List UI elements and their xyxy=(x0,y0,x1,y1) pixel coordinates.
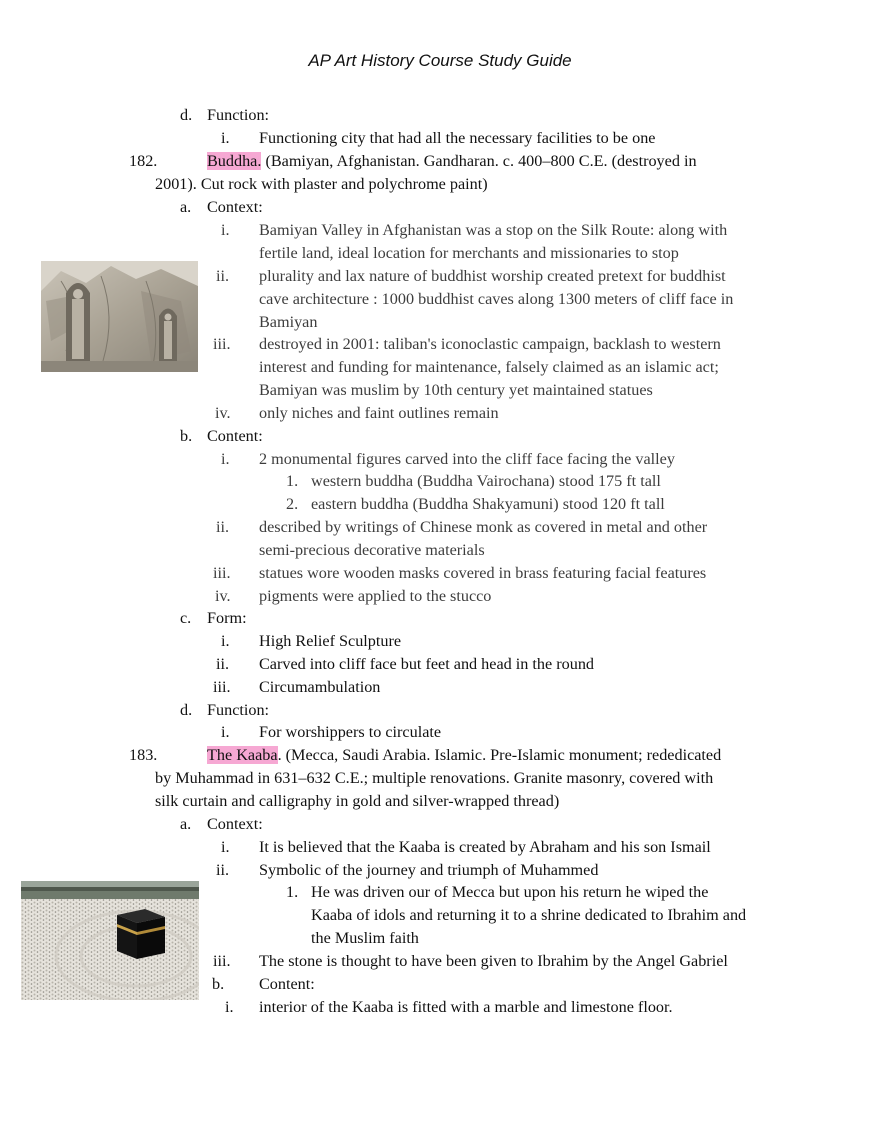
text: the Muslim faith xyxy=(311,929,419,947)
line-content-label xyxy=(180,426,263,446)
line-kaaba-content-label xyxy=(212,974,315,994)
list-marker: i. xyxy=(225,998,234,1016)
text: western buddha (Buddha Vairochana) stood 175 ft tall xyxy=(311,472,661,490)
list-marker: i. xyxy=(221,129,230,147)
kaaba-image xyxy=(21,881,199,1000)
list-marker: b. xyxy=(212,975,225,993)
text: cave architecture : 1000 buddhist caves along 1300 meters of cliff face in xyxy=(259,290,734,308)
text: Context: xyxy=(207,815,263,833)
line-kaaba-content-i xyxy=(225,997,673,1017)
text: plurality and lax nature of buddhist worship created pretext for buddhist xyxy=(259,267,726,285)
line-context-iii xyxy=(213,334,721,354)
line-entry-183 xyxy=(129,745,721,765)
list-marker: d. xyxy=(180,701,193,719)
line-form-iii xyxy=(213,677,380,697)
text: Circumambulation xyxy=(259,678,381,696)
line-context-iv xyxy=(215,403,499,423)
line-form-i xyxy=(221,631,401,651)
line-entry-183-cont1 xyxy=(155,768,713,788)
list-marker: iv. xyxy=(215,587,231,605)
list-marker: ii. xyxy=(216,655,230,673)
list-marker: 2. xyxy=(286,495,299,513)
text: Content: xyxy=(259,975,315,993)
text: described by writings of Chinese monk as covered in metal and other xyxy=(259,518,708,536)
page-header: AP Art History Course Study Guide xyxy=(308,51,572,70)
text: (Bamiyan, Afghanistan. Gandharan. c. 400–800 C.E. (destroyed in xyxy=(261,152,697,170)
text: Symbolic of the journey and triumph of Muhammed xyxy=(259,861,599,879)
line-content-ii-cont xyxy=(259,540,485,560)
list-marker: d. xyxy=(180,106,193,124)
list-marker: b. xyxy=(180,427,193,445)
text: 2001). Cut rock with plaster and polychrome paint) xyxy=(155,175,488,193)
text: . (Mecca, Saudi Arabia. Islamic. Pre-Islamic monument; rededicated xyxy=(277,746,722,764)
text: fertile land, ideal location for merchants and missionaries to stop xyxy=(259,244,679,262)
list-marker: iii. xyxy=(213,564,231,582)
line-function-label xyxy=(180,105,269,125)
list-marker: ii. xyxy=(216,861,230,879)
list-marker: iv. xyxy=(215,404,231,422)
line-context-i-cont xyxy=(259,243,679,263)
text: pigments were applied to the stucco xyxy=(259,587,492,605)
line-context-iii-cont2 xyxy=(259,380,653,400)
text: semi-precious decorative materials xyxy=(259,541,485,559)
line-function-item xyxy=(221,128,655,148)
text: Bamiyan was muslim by 10th century yet maintained statues xyxy=(259,381,653,399)
text: interest and funding for maintenance, falsely claimed as an islamic act; xyxy=(259,358,719,376)
text: statues wore wooden masks covered in brass featuring facial features xyxy=(259,564,707,582)
text: High Relief Sculpture xyxy=(259,632,402,650)
list-marker: 1. xyxy=(286,472,299,490)
line-kaaba-context-ii-1-cont1 xyxy=(311,905,746,925)
line-kaaba-context-label xyxy=(180,814,263,834)
list-marker: iii. xyxy=(213,335,231,353)
line-function2-label xyxy=(180,700,269,720)
line-entry-182-cont xyxy=(155,174,488,194)
bamiyan-buddha-image xyxy=(41,261,198,372)
list-marker: ii. xyxy=(216,518,230,536)
list-marker: i. xyxy=(221,632,230,650)
text: Function: xyxy=(207,701,270,719)
line-entry-183-cont2 xyxy=(155,791,559,811)
text: Functioning city that had all the necessary facilities to be one xyxy=(259,129,656,147)
text: Carved into cliff face but feet and head in the round xyxy=(259,655,595,673)
text: Kaaba of idols and returning it to a shrine dedicated to Ibrahim and xyxy=(311,906,747,924)
line-context-ii-cont1 xyxy=(259,289,733,309)
line-form-ii xyxy=(216,654,594,674)
line-kaaba-context-iii xyxy=(213,951,728,971)
list-marker: a. xyxy=(180,198,192,216)
entry-number: 182. xyxy=(129,152,158,170)
text: It is believed that the Kaaba is created by Abraham and his son Ismail xyxy=(259,838,711,856)
list-marker: i. xyxy=(221,723,230,741)
line-kaaba-context-ii-1-cont2 xyxy=(311,928,419,948)
list-marker: iii. xyxy=(213,952,231,970)
line-context-label xyxy=(180,197,263,217)
line-context-ii-cont2 xyxy=(259,312,317,332)
line-function2-i xyxy=(221,722,441,742)
text: interior of the Kaaba is fitted with a marble and limestone floor. xyxy=(259,998,673,1016)
line-content-i-1 xyxy=(286,471,661,491)
list-marker: i. xyxy=(221,838,230,856)
text: Context: xyxy=(207,198,263,216)
text: eastern buddha (Buddha Shakyamuni) stood 120 ft tall xyxy=(311,495,665,513)
line-context-i xyxy=(221,220,727,240)
line-kaaba-context-ii xyxy=(216,860,598,880)
line-content-ii xyxy=(216,517,707,537)
text: The stone is thought to have been given to Ibrahim by the Angel Gabriel xyxy=(259,952,728,970)
list-marker: 1. xyxy=(286,883,299,901)
text: only niches and faint outlines remain xyxy=(259,404,499,422)
text: destroyed in 2001: taliban's iconoclastic campaign, backlash to western xyxy=(259,335,721,353)
text: 2 monumental figures carved into the cliff face facing the valley xyxy=(259,450,675,468)
list-marker: i. xyxy=(221,221,230,239)
list-marker: i. xyxy=(221,450,230,468)
text: He was driven our of Mecca but upon his return he wiped the xyxy=(311,883,709,901)
line-entry-182 xyxy=(129,151,697,171)
highlighted-title-buddha: Buddha. xyxy=(207,152,262,170)
line-content-iv xyxy=(215,586,491,606)
list-marker: a. xyxy=(180,815,192,833)
text: silk curtain and calligraphy in gold and silver-wrapped thread) xyxy=(155,792,560,810)
highlighted-title-kaaba: The Kaaba xyxy=(207,746,278,764)
line-kaaba-context-i xyxy=(221,837,711,857)
line-form-label xyxy=(180,608,247,628)
text: Content: xyxy=(207,427,263,445)
line-context-iii-cont1 xyxy=(259,357,719,377)
entry-number: 183. xyxy=(129,746,158,764)
list-marker: iii. xyxy=(213,678,231,696)
text: Bamiyan xyxy=(259,313,318,331)
line-content-i xyxy=(221,449,675,469)
text: Form: xyxy=(207,609,247,627)
list-marker: ii. xyxy=(216,267,230,285)
text: Bamiyan Valley in Afghanistan was a stop on the Silk Route: along with xyxy=(259,221,728,239)
line-kaaba-context-ii-1 xyxy=(286,882,708,902)
line-context-ii xyxy=(216,266,726,286)
list-marker: c. xyxy=(180,609,192,627)
text: Function: xyxy=(207,106,270,124)
line-content-iii xyxy=(213,563,706,583)
text: For worshippers to circulate xyxy=(259,723,442,741)
line-content-i-2 xyxy=(286,494,665,514)
text: by Muhammad in 631–632 C.E.; multiple renovations. Granite masonry, covered with xyxy=(155,769,714,787)
